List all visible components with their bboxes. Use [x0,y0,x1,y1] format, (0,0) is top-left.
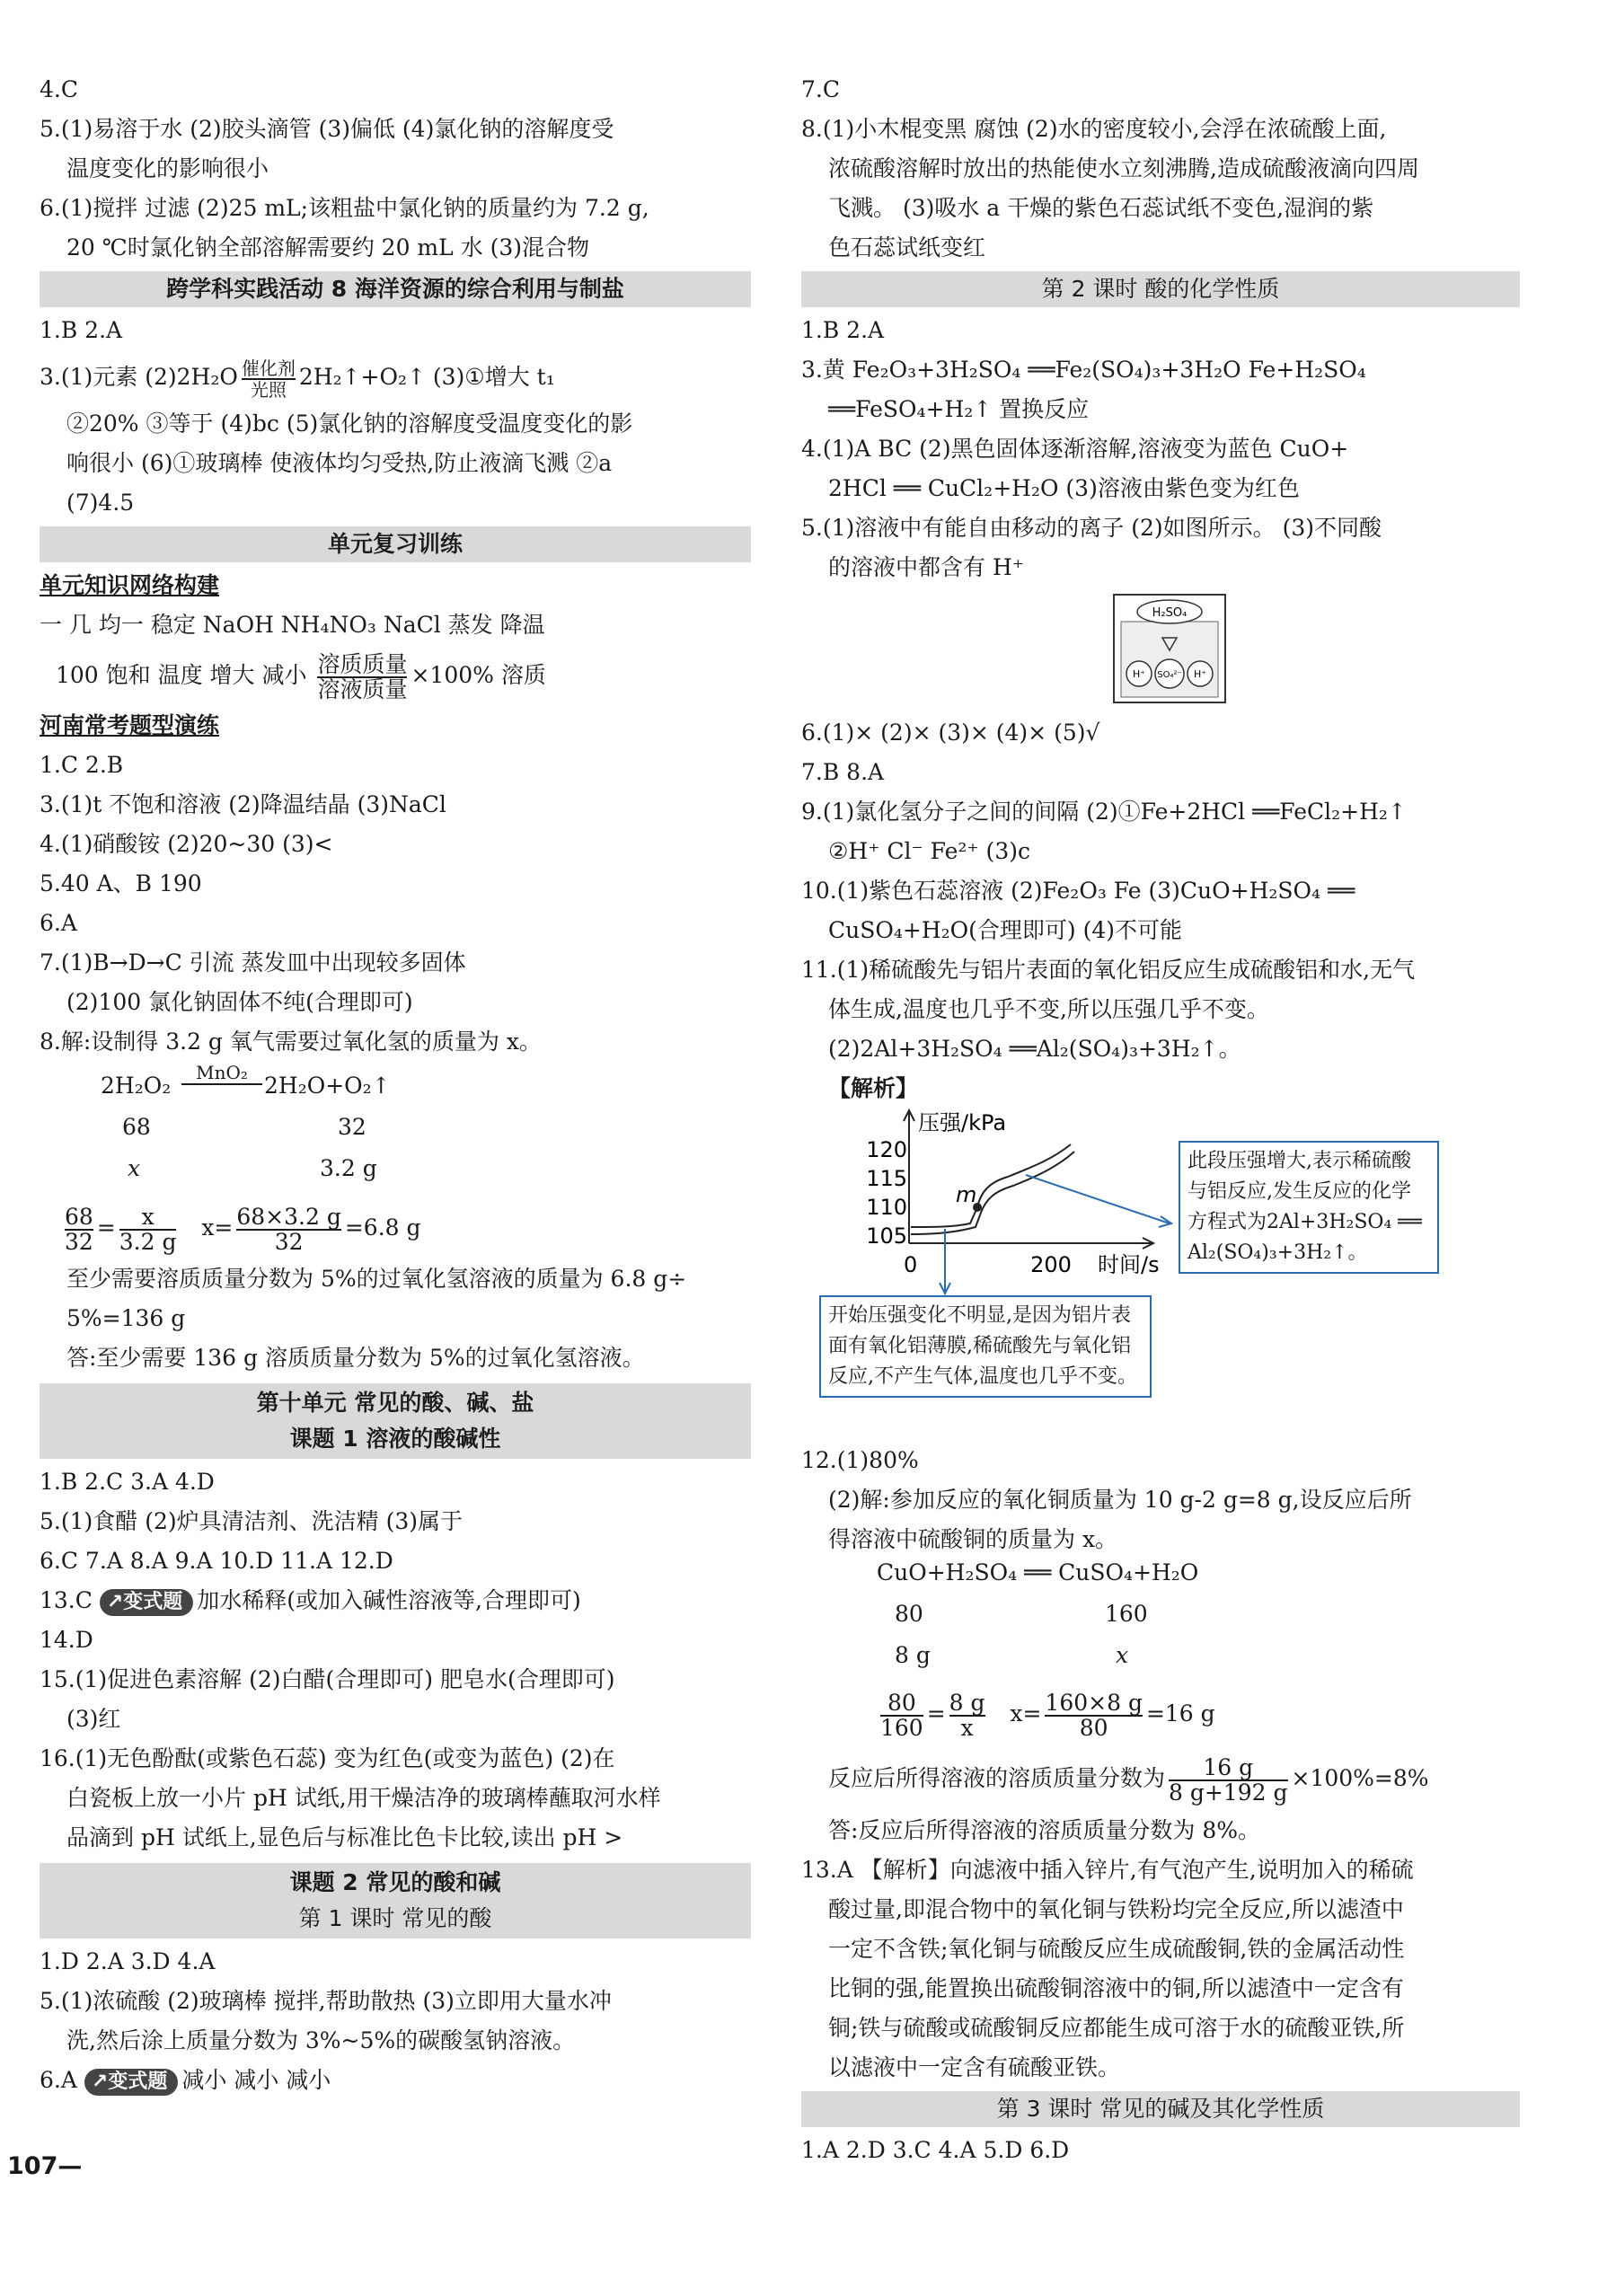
answer-line: 3.(1)t 不饱和溶液 (2)降温结晶 (3)NaCl [40,791,446,817]
ion-label: SO₄²⁻ [1157,670,1182,680]
answer-line: 6.C 7.A 8.A 9.A 10.D 11.A 12.D [40,1548,393,1574]
fraction-denominator: 160 [880,1714,923,1741]
subsection-title [40,706,751,746]
x-axis-label: 时间/s [1098,1252,1160,1277]
answer-line: 一定不含铁;氧化铜与硫酸反应生成硫酸铜,铁的金属活动性 [828,1936,1405,1962]
answer-line: ②20% ③等于 (4)bc (5)氯化钠的溶解度受温度变化的影 [66,411,633,437]
fraction-numerator: x [119,1205,177,1231]
answer-line [40,2061,751,2100]
fraction-numerator: 16 g [1169,1756,1287,1781]
answer-line: 15.(1)促进色素溶解 (2)白醋(合理即可) 肥皂水(合理即可) [40,1666,615,1692]
answer-line: 10.(1)紫色石蕊溶液 (2)Fe₂O₃ Fe (3)CuO+H₂SO₄ ══ [801,878,1355,904]
unit-title: 第十单元 常见的酸、碱、盐 [256,1390,534,1416]
answer-line [801,1746,1520,1811]
answer-line: 5.(1)食醋 (2)炉具清洁剂、洗洁精 (3)属于 [40,1508,463,1534]
answer-line: 至少需要溶质质量分数为 5%的过氧化氢溶液的质量为 6.8 g÷ [66,1266,687,1292]
answer-text: 减小 减小 减小 [181,2067,331,2093]
subsection-title-text: 河南常考题型演练 [40,712,220,738]
answer-line [40,350,751,404]
answer-line: 品滴到 pH 试纸上,显色后与标准比色卡比较,读出 pH > [66,1824,623,1850]
answer-line: 8.解:设制得 3.2 g 氧气需要过氧化氢的质量为 x。 [40,1029,542,1055]
answer-line: 比铜的强,能置换出硫酸铜溶液中的铜,所以滤渣中一定含有 [828,1975,1404,2001]
answer-line: 13.A 【解析】向滤液中插入锌片,有气泡产生,说明加入的稀硫 [801,1857,1414,1883]
fraction-denominator: 8 g+192 g [1169,1779,1288,1806]
given-mass: 8 g [895,1642,931,1668]
answer-line: 11.(1)稀硫酸先与铝片表面的氧化铝反应生成硫酸铝和水,无气 [801,957,1416,983]
molar-mass: 68 [122,1114,151,1140]
beaker-diagram [801,587,1520,713]
lesson-title: 课题 1 溶液的酸碱性 [289,1426,501,1452]
variant-badge-label: 变式题 [108,2071,168,2093]
answer-line: 酸过量,即混合物中的氧化铜与铁粉均完全反应,所以滤渣中 [828,1896,1404,1922]
fraction-denominator: 溶液质量 [317,676,408,702]
equation-left: 2H₂O₂ [101,1073,172,1099]
answer-line: 14.D [40,1627,93,1653]
answer-line: 6.A [40,910,77,936]
equation-block [801,1559,1520,1682]
variable: x [1116,1642,1129,1668]
pressure-curve [911,1144,1071,1227]
fraction-denominator: 32 [65,1228,93,1255]
answer-line: CuSO₄+H₂O(合理即可) (4)不可能 [828,917,1183,943]
answer-line: 3.黄 Fe₂O₃+3H₂SO₄ ══Fe₂(SO₄)₃+3H₂O Fe+H₂SO₄ [801,357,1366,383]
answer-line: 响很小 (6)①玻璃棒 使液体均匀受热,防止液滴飞溅 ②a [66,450,613,476]
fraction-denominator: 80 [1079,1714,1108,1741]
answer-line: (2)2Al+3H₂SO₄ ══Al₂(SO₄)₃+3H₂↑。 [828,1036,1241,1062]
answer-text: x= [1010,1700,1042,1726]
beaker-svg [801,587,1520,713]
answer-line: (3)红 [66,1706,121,1732]
answer-line: ②H⁺ Cl⁻ Fe²⁺ (3)c [828,838,1030,864]
answer-text: =16 g [1145,1700,1215,1726]
answer-line: 1.B 2.A [40,317,123,343]
subsection-title [40,566,751,605]
answer-line: 2HCl ══ CuCl₂+H₂O (3)溶液由紫色变为红色 [828,475,1300,501]
answer-line: 浓硫酸溶解时放出的热能使水立刻沸腾,造成硫酸液滴向四周 [828,155,1419,181]
y-tick-label: 115 [866,1166,907,1191]
fraction-numerator: 80 [880,1691,923,1717]
reaction-condition-top: 催化剂 [241,357,296,379]
fraction-denominator: 32 [274,1228,304,1255]
x-tick-label: 0 [904,1252,918,1277]
answer-line: 4.(1)A BC (2)黑色固体逐渐溶解,溶液变为蓝色 CuO+ [801,436,1349,462]
answer-line: 飞溅。 (3)吸水 a 干燥的紫色石蕊试纸不变色,湿润的紫 [828,195,1374,221]
section-header: 跨学科实践活动 8 海洋资源的综合利用与制盐 [40,271,751,307]
ion-label: H⁺ [1132,668,1146,680]
molar-mass: 160 [1105,1601,1148,1627]
arrow-icon: ↗ [91,2071,109,2093]
answer-line: 1.B 2.C 3.A 4.D [40,1469,215,1495]
given-mass: 3.2 g [320,1155,377,1181]
annotation-box: 开始压强变化不明显,是因为铝片表面有氧化铝薄膜,稀硫酸先与氧化铝反应,不产生气体,温度也几乎不变。 [819,1295,1152,1398]
y-axis-label: 压强/kPa [918,1110,1007,1135]
answer-line: 6.(1)搅拌 过滤 (2)25 mL;该粗盐中氯化钠的质量约为 7.2 g, [40,195,649,221]
variant-badge-label: 变式题 [123,1591,183,1613]
answer-line [40,1581,751,1620]
point-label: m [956,1182,977,1207]
answer-text: x= [201,1214,234,1241]
answer-text: ×100%=8% [1291,1765,1429,1791]
answer-text: 反应后所得溶液的溶质质量分数为 [828,1765,1166,1791]
section-header: 单元复习训练 [40,526,751,562]
variable: x [128,1155,141,1181]
lesson-header [40,1863,751,1938]
answer-line: 体生成,温度也几乎不变,所以压强几乎不变。 [828,996,1269,1022]
answer-line: 5.40 A、B 190 [40,870,202,896]
pressure-curve-upper [911,1152,1074,1234]
answer-line: 5%=136 g [66,1305,186,1331]
answer-line: 12.(1)80% [801,1447,919,1473]
answer-line: 洗,然后涂上质量分数为 3%~5%的碳酸氢钠溶液。 [66,2027,576,2053]
answer-line [40,645,751,706]
answer-line: 1.D 2.A 3.D 4.A [40,1948,216,1974]
analysis-label: 【解析】 [828,1075,919,1101]
reaction-condition: MnO₂ [181,1062,262,1085]
answer-line: 9.(1)氯化氢分子之间的间隔 (2)①Fe+2HCl ══FeCl₂+H₂↑ [801,799,1407,825]
left-column [40,70,751,2100]
answer-line: 1.B 2.A [801,317,885,343]
variant-badge [84,2069,178,2096]
period-header: 第 2 课时 酸的化学性质 [801,271,1520,307]
answer-line: 5.(1)易溶于水 (2)胶头滴管 (3)偏低 (4)氯化钠的溶解度受 [40,116,614,142]
variant-badge [100,1589,193,1616]
answer-line: 一 几 均一 稳定 NaOH NH₄NO₃ NaCl 蒸发 降温 [40,612,545,638]
answer-line: 6.(1)× (2)× (3)× (4)× (5)√ [801,720,1100,746]
unit-header [40,1383,751,1459]
proportion-line: $\frac{68}{32}$ = $\frac{x}{3.2 g}$ x= $\frac{68\times 3.2 g}{32}$ =6.8 g [65,1203,421,1255]
arrow-icon: ↗ [106,1591,124,1613]
ion-label: H⁺ [1193,668,1207,680]
page-number: 107— [7,2152,83,2180]
answer-line: (2)100 氯化钠固体不纯(合理即可) [66,989,413,1015]
answer-line: 的溶液中都含有 H⁺ [828,554,1024,580]
answer-line: 7.B 8.A [801,759,885,785]
answer-text: 2H₂↑+O₂↑ (3)①增大 t₁ [298,364,555,390]
answer-line: 1.A 2.D 3.C 4.A 5.D 6.D [801,2137,1070,2163]
answer-text: 13.C [40,1587,93,1613]
molar-mass: 80 [895,1601,923,1627]
answer-text: 100 饱和 温度 增大 减小 [56,662,307,688]
x-tick-label: 200 [1030,1252,1072,1277]
beaker-label: H₂SO₄ [1152,606,1188,620]
answer-line: 5.(1)浓硫酸 (2)玻璃棒 搅拌,帮助散热 (3)立即用大量水冲 [40,1988,612,2014]
answer-text: 3.(1)元素 (2)2H₂O [40,364,238,390]
answer-line: 答:至少需要 136 g 溶质质量分数为 5%的过氧化氢溶液。 [66,1345,645,1371]
answer-line: (2)解:参加反应的氧化铜质量为 10 g-2 g=8 g,设反应后所 [828,1487,1412,1513]
equation-block [40,1062,751,1197]
answer-text: ×100% 溶质 [411,662,546,688]
equation-right: 2H₂O+O₂↑ [264,1073,391,1099]
answer-text: =6.8 g [344,1214,421,1241]
answer-line: 4.C [40,76,78,102]
answer-text: 6.A [40,2067,77,2093]
answer-line: 色石蕊试纸变红 [828,234,986,261]
y-tick-label: 120 [866,1137,907,1162]
molar-mass: 32 [338,1114,366,1140]
period-title: 第 1 课时 常见的酸 [298,1905,492,1931]
answer-line: 20 ℃时氯化钠全部溶解需要约 20 mL 水 (3)混合物 [66,234,590,261]
subsection-title-text: 单元知识网络构建 [40,572,220,598]
answer-line: 白瓷板上放一小片 pH 试纸,用干燥洁净的玻璃棒蘸取河水样 [66,1785,661,1811]
answer-line: 7.(1)B→D→C 引流 蒸发皿中出现较多固体 [40,949,466,976]
pressure-chart [801,1108,1520,1441]
fraction-numerator: 溶质质量 [317,650,408,677]
answer-line: 16.(1)无色酚酞(或紫色石蕊) 变为红色(或变为蓝色) (2)在 [40,1745,615,1771]
leader-line [1026,1175,1170,1223]
fraction-numerator: 68 [65,1203,93,1230]
fraction-numerator: 8 g [949,1689,985,1716]
answer-line: 4.(1)硝酸铵 (2)20~30 (3)< [40,831,333,857]
answer-line: 铜;铁与硫酸或硫酸铜反应都能生成可溶于水的硫酸亚铁,所 [828,2015,1405,2041]
proportion-line: $\frac{80}{160}$ = $\frac{8 g}{x}$ x= $\frac{160\times 8 g}{80}$ =16 g [880,1689,1215,1741]
equation: CuO+H₂SO₄ ══ CuSO₄+H₂O [877,1559,1199,1585]
answer-line: 8.(1)小木棍变黑 腐蚀 (2)水的密度较小,会浮在浓硫酸上面, [801,116,1387,142]
fraction-denominator: 3.2 g [119,1228,177,1255]
answer-line: 以滤液中一定含有硫酸亚铁。 [828,2054,1121,2080]
fraction-denominator: x [960,1714,974,1741]
y-tick-label: 105 [866,1223,907,1249]
answer-text: 加水稀释(或加入碱性溶液等,合理即可) [197,1587,581,1613]
answer-line: (7)4.5 [66,490,135,516]
answer-line: 答:反应后所得溶液的溶质质量分数为 8%。 [828,1817,1261,1843]
period-header: 第 3 课时 常见的碱及其化学性质 [801,2091,1520,2127]
lesson-title: 课题 2 常见的酸和碱 [289,1869,501,1895]
answer-line: 5.(1)溶液中有能自由移动的离子 (2)如图所示。 (3)不同酸 [801,515,1382,541]
right-column [801,70,1520,2170]
fraction-numerator: 160×8 g [1045,1689,1143,1716]
answer-line: 1.C 2.B [40,752,124,778]
reaction-condition-bottom: 光照 [250,378,287,401]
answer-line: ══FeSO₄+H₂↑ 置换反应 [828,396,1090,422]
y-tick-label: 110 [866,1195,907,1220]
annotation-box: 此段压强增大,表示稀硫酸与铝反应,发生反应的化学方程式为2Al+3H₂SO₄ ══ Al₂(SO₄)₃+3H₂↑。 [1179,1141,1439,1274]
fraction-numerator: 68×3.2 g [236,1203,341,1230]
answer-line: 得溶液中硫酸铜的质量为 x。 [828,1526,1118,1552]
answer-line: 7.C [801,76,840,102]
answer-line: 温度变化的影响很小 [66,155,269,181]
